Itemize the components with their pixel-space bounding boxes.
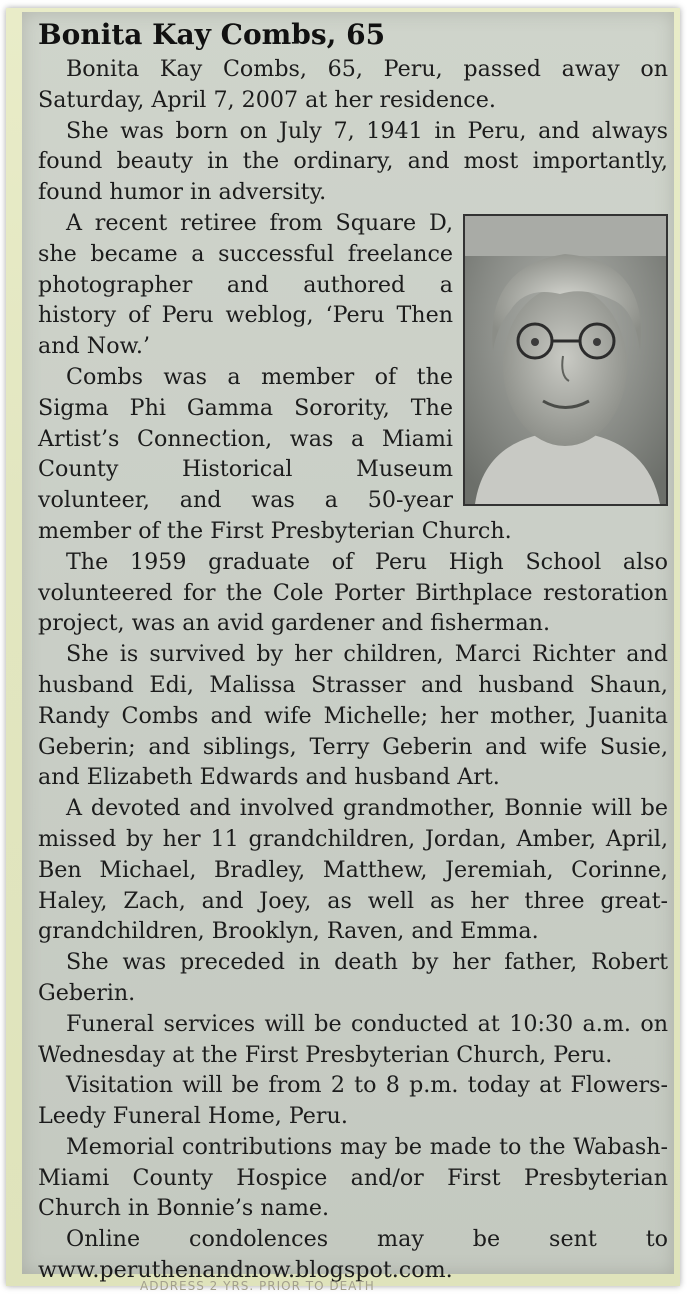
paragraph-preceded: She was preceded in death by her father, Robert Geberin. xyxy=(38,949,668,1006)
portrait-photo xyxy=(463,214,668,506)
obituary-title: Bonita Kay Combs, 65 xyxy=(38,18,386,51)
paragraph-condolences: Online condolences may be sent to www.peruthenandnow.blogspot.com. xyxy=(38,1226,668,1284)
paragraph-memorial: Memorial contributions may be made to the Wabash-Miami County Hospice and/or First Presbyterian Church in Bonnie’s name. xyxy=(38,1133,668,1222)
portrait-image xyxy=(465,216,666,504)
paragraph-survivors: She is survived by her children, Marci Richter and husband Edi, Malissa Strasser and husband Shaun, Randy Combs and wife Michelle; her mother, Juanita Geberin; and siblings, Terry Geberin and wife Susie, and Elizabeth Edwards and husband Art. xyxy=(38,641,668,791)
paragraph-education: The 1959 graduate of Peru High School also volunteered for the Cole Porter Birthplace restoration project, was an avid gardener and fisherman. xyxy=(38,548,668,637)
paragraph-career: A recent retiree from Square D, she became a successful freelance photographer and authored a history of Peru weblog, ‘Peru Then and Now.’ xyxy=(38,209,453,360)
paragraph-birth: She was born on July 7, 1941 in Peru, and always found beauty in the ordinary, and most importantly, found humor in adversity. xyxy=(38,117,668,206)
obituary-article xyxy=(38,16,668,1286)
paragraph-funeral: Funeral services will be conducted at 10:30 a.m. on Wednesday at the First Presbyterian Church, Peru. xyxy=(38,1010,668,1068)
paragraph-grandchildren: A devoted and involved grandmother, Bonnie will be missed by her 11 grandchildren, Jordan, Amber, April, Ben Michael, Bradley, Matthew, Jeremiah, Corinne, Haley, Zach, and Joey, as well as her three great-grandchildren, Brooklyn, Raven, and Emma. xyxy=(38,795,668,945)
paragraph-death-notice: Bonita Kay Combs, 65, Peru, passed away on Saturday, April 7, 2007 at her residence. xyxy=(38,56,668,113)
paragraph-visitation: Visitation will be from 2 to 8 p.m. today at Flowers-Leedy Funeral Home, Peru. xyxy=(38,1072,668,1130)
paragraph-memberships: Combs was a member of the Sigma Phi Gamma Sorority, The Artist’s Connection, was a Miami County Historical Museum volunteer, and was a 50-year member of the First Presbyterian Church. xyxy=(38,363,512,544)
cut-off-footer-text: ADDRESS 2 YRS. PRIOR TO DEATH xyxy=(140,1279,375,1293)
